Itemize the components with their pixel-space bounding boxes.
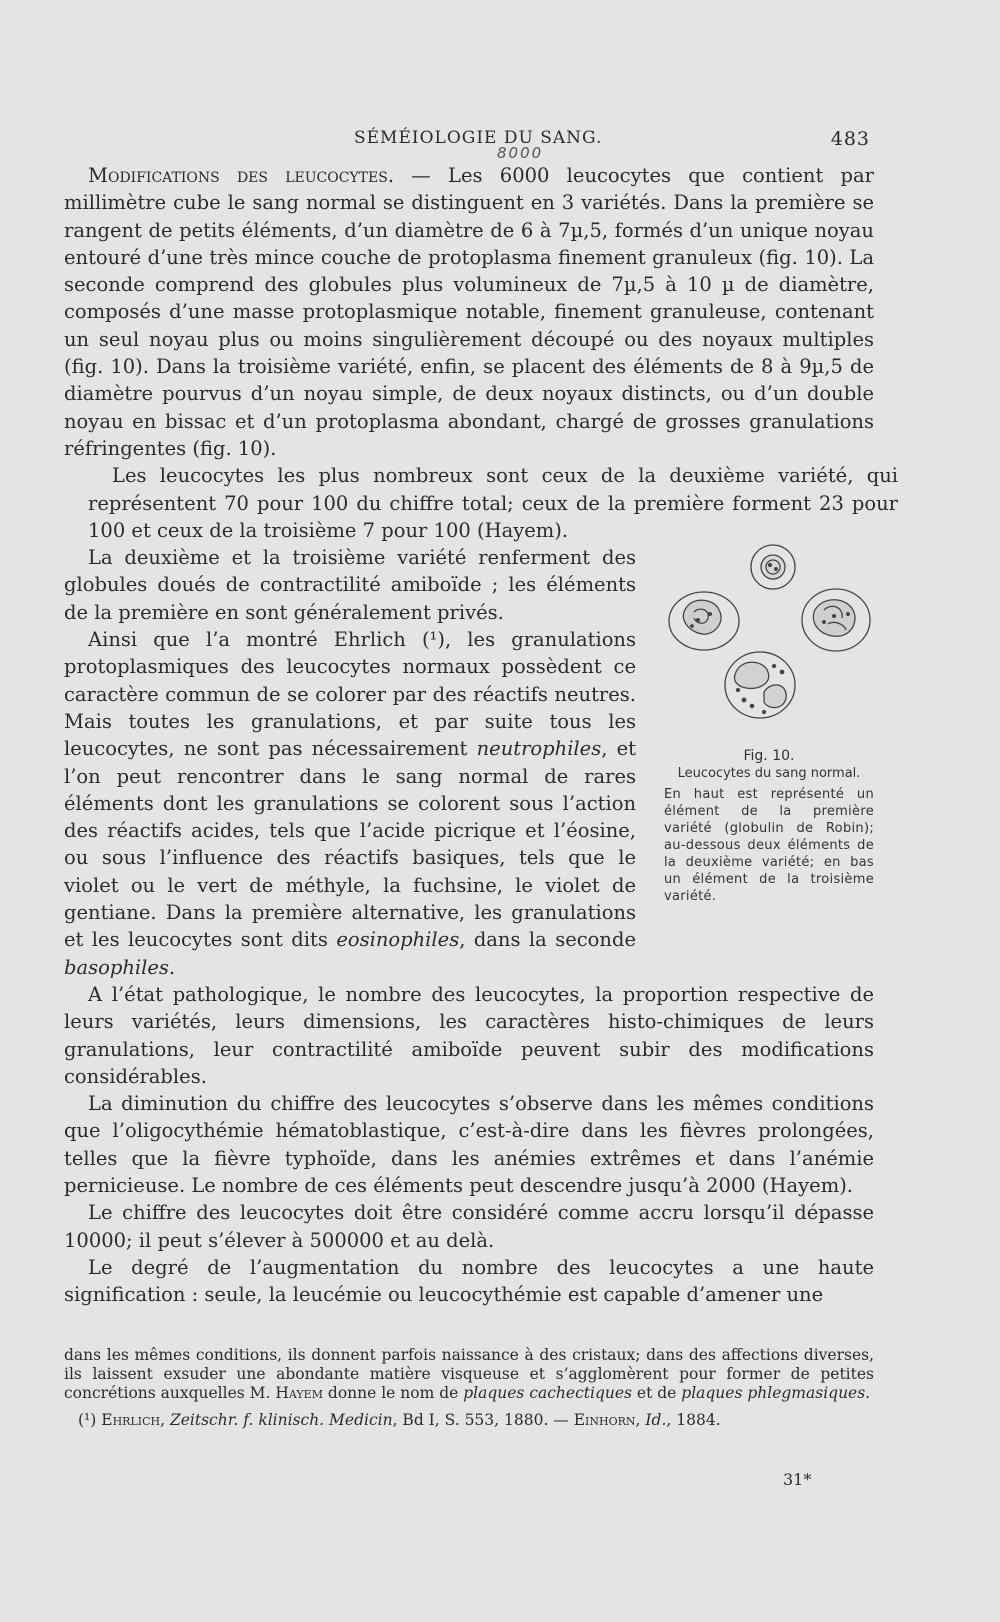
term-plaques-cachectiques: plaques cachectiques xyxy=(463,1384,632,1402)
journal-title: Zeitschr. f. klinisch. Medicin xyxy=(169,1411,393,1429)
ibid-mark: Id. xyxy=(645,1411,667,1429)
leucocytes-illustration xyxy=(664,540,874,740)
paragraph-increase: Le chiffre des leucocytes doit être considéré comme accru lorsqu’il dépasse 10000; il peut s’élever à 500000 et au delà. xyxy=(64,1201,874,1252)
footnote-text: , 1884. xyxy=(666,1411,721,1429)
cell-second-variety-left xyxy=(669,592,739,650)
footnote-text: , xyxy=(635,1411,646,1429)
footnote-reference xyxy=(64,1411,874,1430)
paragraph-text: Ainsi que l’a montré Ehrlich (¹), les granulations protoplasmiques des leucocytes normaux possèdent ce caractère commun de se colorer par des réactifs neutres. Mais toutes les granulations, et par suite tous les leucocytes, ne sont pas nécessairement xyxy=(64,628,636,761)
paragraph-text: Les leucocytes les plus nombreux sont ceux de la deuxième variété, qui représentent 70 pour 100 du chiffre total; ceux de la première forment 23 pour 100 et ceux de la troisième 7 pour 100 (Hayem). xyxy=(88,464,898,542)
wrapped-column xyxy=(64,544,636,981)
page-header xyxy=(64,128,870,152)
paragraph-pathology: A l’état pathologique, le nombre des leucocytes, la proportion respective de leurs variétés, leurs dimensions, les caractères histo-chimiques de leurs granulations, leur contractilité amiboïde peuvent subir des modifications considérables. xyxy=(64,982,874,1088)
paragraph-contractility: La deuxième et la troisième variété renferment des globules doués de contractilité amiboïde ; les éléments de la première en sont généralement privés. xyxy=(64,546,636,624)
paragraph-diminution: La diminution du chiffre des leucocytes s’observe dans les mêmes conditions que l’oligocythémie hématoblastique, c’est-à-dire dans les fièvres prolongées, telles que la fièvre typhoïde, dans les anémies extrêmes et dans l’anémie pernicieuse. Le nombre de ces éléments peut descendre jusqu’à 2000 (Hayem). xyxy=(64,1092,874,1197)
term-neutrophiles: neutrophiles xyxy=(476,737,602,761)
cell-second-variety-right xyxy=(802,589,870,651)
figure-label: Fig. 10. xyxy=(743,748,795,764)
handwritten-annotation: 8000 xyxy=(497,144,544,162)
figure-10 xyxy=(664,540,874,960)
paragraph-granulations xyxy=(64,626,636,981)
footnote-text: donne le nom de xyxy=(322,1384,464,1402)
paragraph-modifications xyxy=(64,162,874,462)
footnote-marker: (¹) xyxy=(78,1411,102,1429)
figure-title: Leucocytes du sang normal. xyxy=(677,766,861,781)
footnote-text: , xyxy=(160,1411,170,1429)
footnote-continuation xyxy=(64,1346,874,1403)
cell-third-variety xyxy=(725,652,795,718)
paragraph-proportions xyxy=(64,462,898,544)
paragraph-text: , et l’on peut rencontrer dans le sang normal de rares éléments dont les granulations se colorent sous l’action des réactifs acides, tels que l’acide picrique et l’éosine, ou sous l’influence des réactifs basiques, tels que le violet ou le vert de méthyle, la fuchsine, le violet de gentiane. Dans la première alternative, les granulations et les leucocytes sont dits xyxy=(64,737,636,952)
author-name: Hayem xyxy=(275,1384,323,1402)
cell-first-variety xyxy=(751,545,795,589)
section-lead: Modifications des leucocytes. xyxy=(88,164,395,187)
running-title: SÉMÉIOLOGIE DU SANG. xyxy=(354,128,603,148)
printer-signature: 31* xyxy=(783,1470,812,1489)
paragraph-text: , dans la seconde xyxy=(459,928,636,952)
paragraph-degree: Le degré de l’augmentation du nombre des leucocytes a une haute signification : seule, la leucémie ou leucocythémie est capable d’amener une xyxy=(64,1255,874,1307)
term-basophiles: basophiles xyxy=(64,955,169,979)
figure-description: En haut est représenté un élément de la première variété (globulin de Robin); au-dessous deux éléments de la deuxième variété; en bas un élément de la troisième variété. xyxy=(664,787,874,904)
footnotes xyxy=(64,1346,874,1430)
term-plaques-phlegmasiques: plaques phlegmasiques. xyxy=(681,1384,871,1402)
paragraph-text: . xyxy=(168,955,176,979)
paragraph-text: — Les 6000 leucocytes que contient par millimètre cube le sang normal se distinguent en 3 variétés. Dans la première se rangent de petits éléments, d’un diamètre de 6 à 7µ,5, formés d’un unique noyau entouré d’une très mince couche de protoplasma finement granuleux (fig. 10). La seconde comprend des globules plus volumineux de 7µ,5 à 10 µ de diamètre, composés d’une masse protoplasmique notable, finement granuleuse, contenant un seul noyau plus ou moins singulièrement découpé ou des noyaux multiples (fig. 10). Dans la troisième variété, enfin, se placent des éléments de 8 à 9µ,5 de diamètre pourvus d’un noyau simple, de deux noyaux distincts, ou d’un double noyau en bissac et d’un protoplasma abondant, chargé de grosses granulations réfringentes (fig. 10). xyxy=(64,164,874,460)
author-name: Einhorn xyxy=(573,1411,636,1429)
term-eosinophiles: eosinophiles xyxy=(336,928,460,952)
footnote-text: et de xyxy=(631,1384,682,1402)
page-number: 483 xyxy=(830,128,870,150)
footnote-text: dans les mêmes conditions, ils donnent parfois naissance à des cristaux; dans des affections diverses, ils laissent exsuder une abondante matière visqueuse et s’agglomèrent pour former de petites concrétions auxquelles M. xyxy=(64,1346,874,1402)
footnote-text: , Bd I, S. 553, 1880. — xyxy=(392,1411,574,1429)
author-name: Ehrlich xyxy=(101,1411,161,1429)
figure-caption xyxy=(664,748,874,905)
